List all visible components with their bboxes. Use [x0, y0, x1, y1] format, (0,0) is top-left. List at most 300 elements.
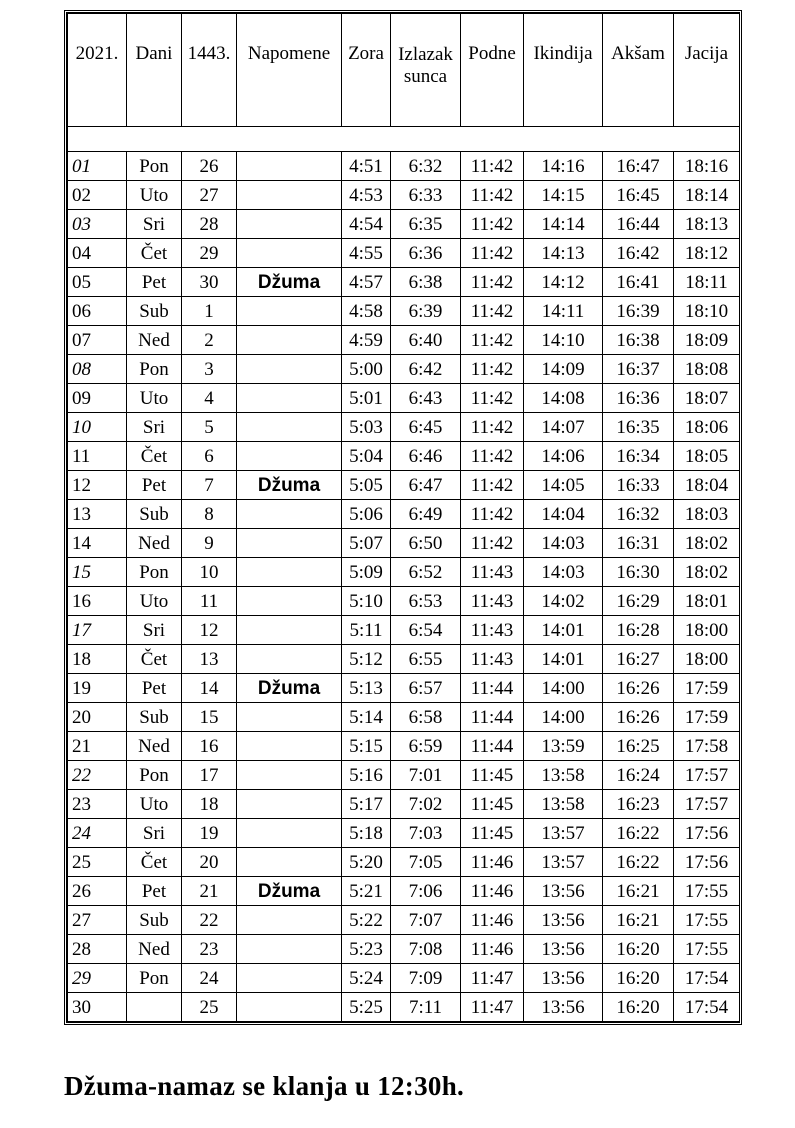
cell-aksam: 16:27 — [603, 645, 674, 674]
cell-podne: 11:44 — [461, 732, 524, 761]
cell-day: Pon — [127, 558, 182, 587]
cell-note — [237, 732, 342, 761]
cell-date: 14 — [68, 529, 127, 558]
cell-day: Sub — [127, 297, 182, 326]
cell-zora: 5:14 — [342, 703, 391, 732]
cell-podne: 11:43 — [461, 558, 524, 587]
cell-podne: 11:42 — [461, 355, 524, 384]
cell-day: Uto — [127, 790, 182, 819]
cell-ikindija: 13:58 — [524, 790, 603, 819]
cell-sunrise: 6:58 — [391, 703, 461, 732]
cell-jacija: 18:16 — [674, 152, 740, 181]
cell-day: Pon — [127, 964, 182, 993]
cell-ikindija: 13:56 — [524, 877, 603, 906]
cell-ikindija: 14:03 — [524, 558, 603, 587]
cell-ikindija: 14:12 — [524, 268, 603, 297]
cell-jacija: 18:08 — [674, 355, 740, 384]
cell-jacija: 17:57 — [674, 790, 740, 819]
table-row — [68, 935, 740, 964]
cell-jacija: 18:01 — [674, 587, 740, 616]
cell-aksam: 16:45 — [603, 181, 674, 210]
cell-date: 16 — [68, 587, 127, 616]
cell-day: Ned — [127, 326, 182, 355]
table-row — [68, 674, 740, 703]
cell-day: Sub — [127, 703, 182, 732]
cell-jacija: 18:13 — [674, 210, 740, 239]
cell-podne: 11:46 — [461, 877, 524, 906]
cell-sunrise: 7:08 — [391, 935, 461, 964]
cell-jacija: 18:04 — [674, 471, 740, 500]
cell-day: Sri — [127, 210, 182, 239]
cell-ikindija: 13:56 — [524, 906, 603, 935]
cell-podne: 11:42 — [461, 210, 524, 239]
cell-date: 10 — [68, 413, 127, 442]
cell-podne: 11:42 — [461, 500, 524, 529]
cell-sunrise: 7:07 — [391, 906, 461, 935]
cell-date: 04 — [68, 239, 127, 268]
cell-aksam: 16:42 — [603, 239, 674, 268]
cell-ikindija: 14:00 — [524, 703, 603, 732]
cell-sunrise: 6:40 — [391, 326, 461, 355]
cell-ikindija: 14:03 — [524, 529, 603, 558]
cell-note — [237, 413, 342, 442]
cell-hijri: 2 — [182, 326, 237, 355]
cell-note — [237, 355, 342, 384]
cell-aksam: 16:25 — [603, 732, 674, 761]
cell-hijri: 13 — [182, 645, 237, 674]
cell-day: Sri — [127, 819, 182, 848]
cell-zora: 5:23 — [342, 935, 391, 964]
cell-date: 25 — [68, 848, 127, 877]
cell-podne: 11:42 — [461, 413, 524, 442]
cell-zora: 5:10 — [342, 587, 391, 616]
cell-note: Džuma — [237, 268, 342, 297]
cell-note — [237, 326, 342, 355]
cell-jacija: 17:54 — [674, 964, 740, 993]
table-row — [68, 210, 740, 239]
cell-date: 06 — [68, 297, 127, 326]
cell-date: 13 — [68, 500, 127, 529]
cell-day — [127, 993, 182, 1022]
cell-jacija: 18:00 — [674, 616, 740, 645]
cell-hijri: 18 — [182, 790, 237, 819]
cell-zora: 5:15 — [342, 732, 391, 761]
cell-podne: 11:45 — [461, 761, 524, 790]
cell-zora: 5:06 — [342, 500, 391, 529]
cell-date: 27 — [68, 906, 127, 935]
cell-podne: 11:42 — [461, 297, 524, 326]
cell-aksam: 16:47 — [603, 152, 674, 181]
cell-hijri: 1 — [182, 297, 237, 326]
cell-aksam: 16:26 — [603, 674, 674, 703]
table-row — [68, 442, 740, 471]
cell-sunrise: 7:01 — [391, 761, 461, 790]
cell-hijri: 30 — [182, 268, 237, 297]
cell-note — [237, 558, 342, 587]
cell-ikindija: 13:56 — [524, 964, 603, 993]
cell-aksam: 16:26 — [603, 703, 674, 732]
cell-aksam: 16:21 — [603, 877, 674, 906]
cell-podne: 11:42 — [461, 268, 524, 297]
cell-date: 26 — [68, 877, 127, 906]
cell-jacija: 18:02 — [674, 529, 740, 558]
cell-jacija: 17:54 — [674, 993, 740, 1022]
cell-zora: 4:53 — [342, 181, 391, 210]
cell-note — [237, 152, 342, 181]
cell-aksam: 16:32 — [603, 500, 674, 529]
header-jacija: Jacija — [674, 14, 740, 127]
cell-zora: 4:51 — [342, 152, 391, 181]
cell-jacija: 18:11 — [674, 268, 740, 297]
cell-hijri: 21 — [182, 877, 237, 906]
table-row — [68, 906, 740, 935]
cell-jacija: 18:06 — [674, 413, 740, 442]
table-body — [68, 152, 740, 1022]
cell-note: Džuma — [237, 877, 342, 906]
cell-zora: 4:57 — [342, 268, 391, 297]
spacer-cell — [68, 127, 740, 152]
cell-ikindija: 14:10 — [524, 326, 603, 355]
cell-ikindija: 13:57 — [524, 819, 603, 848]
cell-aksam: 16:22 — [603, 819, 674, 848]
prayer-times-table — [67, 13, 740, 1022]
cell-hijri: 22 — [182, 906, 237, 935]
header-hijri-year: 1443. — [182, 14, 237, 127]
cell-day: Ned — [127, 529, 182, 558]
cell-day: Pet — [127, 471, 182, 500]
table-row — [68, 355, 740, 384]
cell-zora: 4:55 — [342, 239, 391, 268]
cell-day: Čet — [127, 442, 182, 471]
cell-day: Čet — [127, 645, 182, 674]
cell-hijri: 20 — [182, 848, 237, 877]
cell-aksam: 16:39 — [603, 297, 674, 326]
cell-hijri: 6 — [182, 442, 237, 471]
cell-note — [237, 645, 342, 674]
cell-day: Pet — [127, 877, 182, 906]
cell-podne: 11:46 — [461, 848, 524, 877]
cell-jacija: 17:58 — [674, 732, 740, 761]
cell-note — [237, 587, 342, 616]
cell-note — [237, 384, 342, 413]
cell-hijri: 4 — [182, 384, 237, 413]
cell-hijri: 8 — [182, 500, 237, 529]
cell-note — [237, 935, 342, 964]
cell-zora: 5:07 — [342, 529, 391, 558]
cell-sunrise: 6:55 — [391, 645, 461, 674]
cell-zora: 5:25 — [342, 993, 391, 1022]
cell-aksam: 16:30 — [603, 558, 674, 587]
cell-sunrise: 6:35 — [391, 210, 461, 239]
table-row — [68, 558, 740, 587]
cell-zora: 5:21 — [342, 877, 391, 906]
cell-aksam: 16:29 — [603, 587, 674, 616]
cell-hijri: 9 — [182, 529, 237, 558]
cell-zora: 4:54 — [342, 210, 391, 239]
cell-ikindija: 14:07 — [524, 413, 603, 442]
cell-zora: 5:09 — [342, 558, 391, 587]
header-day: Dani — [127, 14, 182, 127]
cell-hijri: 15 — [182, 703, 237, 732]
cell-zora: 5:01 — [342, 384, 391, 413]
cell-sunrise: 7:06 — [391, 877, 461, 906]
cell-jacija: 18:12 — [674, 239, 740, 268]
cell-note — [237, 210, 342, 239]
cell-day: Sub — [127, 906, 182, 935]
cell-sunrise: 7:05 — [391, 848, 461, 877]
cell-sunrise: 6:46 — [391, 442, 461, 471]
cell-ikindija: 14:15 — [524, 181, 603, 210]
table-row — [68, 471, 740, 500]
cell-zora: 5:16 — [342, 761, 391, 790]
cell-podne: 11:43 — [461, 616, 524, 645]
cell-hijri: 19 — [182, 819, 237, 848]
table-row — [68, 761, 740, 790]
table-row — [68, 790, 740, 819]
cell-ikindija: 13:59 — [524, 732, 603, 761]
cell-hijri: 29 — [182, 239, 237, 268]
cell-sunrise: 6:50 — [391, 529, 461, 558]
cell-note — [237, 181, 342, 210]
table-row — [68, 877, 740, 906]
header-row — [68, 14, 740, 127]
cell-podne: 11:43 — [461, 587, 524, 616]
cell-sunrise: 6:45 — [391, 413, 461, 442]
cell-ikindija: 14:14 — [524, 210, 603, 239]
cell-sunrise: 7:02 — [391, 790, 461, 819]
cell-note — [237, 239, 342, 268]
cell-ikindija: 14:05 — [524, 471, 603, 500]
cell-jacija: 18:00 — [674, 645, 740, 674]
cell-zora: 5:05 — [342, 471, 391, 500]
cell-date: 12 — [68, 471, 127, 500]
cell-zora: 5:00 — [342, 355, 391, 384]
cell-date: 28 — [68, 935, 127, 964]
cell-date: 24 — [68, 819, 127, 848]
cell-podne: 11:42 — [461, 181, 524, 210]
cell-zora: 5:03 — [342, 413, 391, 442]
cell-day: Uto — [127, 384, 182, 413]
cell-sunrise: 6:54 — [391, 616, 461, 645]
cell-date: 23 — [68, 790, 127, 819]
cell-ikindija: 14:08 — [524, 384, 603, 413]
table-row — [68, 645, 740, 674]
header-zora: Zora — [342, 14, 391, 127]
header-year: 2021. — [68, 14, 127, 127]
table-row — [68, 848, 740, 877]
cell-podne: 11:47 — [461, 993, 524, 1022]
cell-sunrise: 7:11 — [391, 993, 461, 1022]
header-podne: Podne — [461, 14, 524, 127]
cell-sunrise: 6:49 — [391, 500, 461, 529]
cell-ikindija: 14:04 — [524, 500, 603, 529]
cell-day: Ned — [127, 935, 182, 964]
cell-note — [237, 500, 342, 529]
cell-ikindija: 14:00 — [524, 674, 603, 703]
cell-aksam: 16:33 — [603, 471, 674, 500]
cell-zora: 5:22 — [342, 906, 391, 935]
cell-date: 30 — [68, 993, 127, 1022]
cell-jacija: 17:55 — [674, 906, 740, 935]
header-sunrise: Izlazak sunca — [391, 14, 461, 127]
cell-podne: 11:42 — [461, 442, 524, 471]
cell-podne: 11:44 — [461, 674, 524, 703]
table-row — [68, 326, 740, 355]
cell-note — [237, 703, 342, 732]
cell-aksam: 16:22 — [603, 848, 674, 877]
cell-sunrise: 7:03 — [391, 819, 461, 848]
cell-zora: 5:12 — [342, 645, 391, 674]
table-row — [68, 413, 740, 442]
table-row — [68, 297, 740, 326]
cell-note — [237, 906, 342, 935]
cell-podne: 11:45 — [461, 790, 524, 819]
cell-date: 08 — [68, 355, 127, 384]
cell-day: Pon — [127, 355, 182, 384]
table-row — [68, 152, 740, 181]
cell-date: 01 — [68, 152, 127, 181]
cell-aksam: 16:20 — [603, 964, 674, 993]
cell-aksam: 16:34 — [603, 442, 674, 471]
cell-day: Čet — [127, 848, 182, 877]
cell-aksam: 16:28 — [603, 616, 674, 645]
cell-day: Sri — [127, 413, 182, 442]
cell-aksam: 16:31 — [603, 529, 674, 558]
cell-note — [237, 529, 342, 558]
cell-note — [237, 993, 342, 1022]
cell-ikindija: 14:16 — [524, 152, 603, 181]
cell-ikindija: 14:11 — [524, 297, 603, 326]
cell-ikindija: 14:02 — [524, 587, 603, 616]
cell-ikindija: 14:06 — [524, 442, 603, 471]
cell-aksam: 16:21 — [603, 906, 674, 935]
cell-day: Čet — [127, 239, 182, 268]
header-ikindija: Ikindija — [524, 14, 603, 127]
cell-jacija: 17:55 — [674, 877, 740, 906]
cell-jacija: 18:02 — [674, 558, 740, 587]
table-row — [68, 587, 740, 616]
cell-zora: 4:59 — [342, 326, 391, 355]
cell-sunrise: 6:39 — [391, 297, 461, 326]
cell-sunrise: 6:33 — [391, 181, 461, 210]
cell-hijri: 12 — [182, 616, 237, 645]
cell-jacija: 18:05 — [674, 442, 740, 471]
cell-date: 03 — [68, 210, 127, 239]
cell-aksam: 16:20 — [603, 935, 674, 964]
cell-sunrise: 6:47 — [391, 471, 461, 500]
cell-podne: 11:45 — [461, 819, 524, 848]
cell-zora: 5:18 — [342, 819, 391, 848]
cell-day: Uto — [127, 587, 182, 616]
cell-ikindija: 14:13 — [524, 239, 603, 268]
cell-podne: 11:43 — [461, 645, 524, 674]
cell-hijri: 11 — [182, 587, 237, 616]
cell-day: Pet — [127, 268, 182, 297]
cell-note — [237, 442, 342, 471]
cell-day: Sub — [127, 500, 182, 529]
table-row — [68, 268, 740, 297]
cell-zora: 5:20 — [342, 848, 391, 877]
cell-hijri: 28 — [182, 210, 237, 239]
cell-day: Uto — [127, 181, 182, 210]
footer-note: Džuma-namaz se klanja u 12:30h. — [64, 1071, 465, 1101]
cell-aksam: 16:35 — [603, 413, 674, 442]
cell-jacija: 18:09 — [674, 326, 740, 355]
cell-date: 22 — [68, 761, 127, 790]
cell-ikindija: 13:56 — [524, 993, 603, 1022]
cell-hijri: 14 — [182, 674, 237, 703]
cell-ikindija: 14:01 — [524, 645, 603, 674]
cell-ikindija: 14:01 — [524, 616, 603, 645]
table-row — [68, 500, 740, 529]
cell-podne: 11:42 — [461, 471, 524, 500]
table-row — [68, 384, 740, 413]
cell-date: 21 — [68, 732, 127, 761]
cell-date: 09 — [68, 384, 127, 413]
cell-hijri: 17 — [182, 761, 237, 790]
cell-jacija: 18:07 — [674, 384, 740, 413]
cell-note — [237, 790, 342, 819]
table-row — [68, 239, 740, 268]
cell-sunrise: 6:57 — [391, 674, 461, 703]
cell-aksam: 16:23 — [603, 790, 674, 819]
cell-zora: 4:58 — [342, 297, 391, 326]
cell-note — [237, 761, 342, 790]
header-notes: Napomene — [237, 14, 342, 127]
cell-jacija: 17:56 — [674, 819, 740, 848]
table-row — [68, 703, 740, 732]
cell-day: Pon — [127, 152, 182, 181]
cell-sunrise: 6:36 — [391, 239, 461, 268]
cell-jacija: 18:03 — [674, 500, 740, 529]
table-row — [68, 181, 740, 210]
cell-jacija: 17:56 — [674, 848, 740, 877]
cell-date: 18 — [68, 645, 127, 674]
cell-jacija: 18:14 — [674, 181, 740, 210]
cell-hijri: 26 — [182, 152, 237, 181]
cell-note — [237, 297, 342, 326]
cell-aksam: 16:38 — [603, 326, 674, 355]
cell-date: 19 — [68, 674, 127, 703]
cell-hijri: 25 — [182, 993, 237, 1022]
cell-note — [237, 848, 342, 877]
cell-zora: 5:13 — [342, 674, 391, 703]
table-row — [68, 616, 740, 645]
cell-note: Džuma — [237, 674, 342, 703]
cell-day: Sri — [127, 616, 182, 645]
cell-sunrise: 6:42 — [391, 355, 461, 384]
cell-date: 17 — [68, 616, 127, 645]
cell-sunrise: 6:59 — [391, 732, 461, 761]
cell-hijri: 23 — [182, 935, 237, 964]
cell-hijri: 3 — [182, 355, 237, 384]
cell-ikindija: 13:56 — [524, 935, 603, 964]
cell-date: 11 — [68, 442, 127, 471]
cell-date: 15 — [68, 558, 127, 587]
cell-zora: 5:17 — [342, 790, 391, 819]
cell-podne: 11:46 — [461, 935, 524, 964]
cell-podne: 11:42 — [461, 384, 524, 413]
cell-day: Ned — [127, 732, 182, 761]
cell-jacija: 17:59 — [674, 674, 740, 703]
cell-hijri: 5 — [182, 413, 237, 442]
table-row — [68, 732, 740, 761]
cell-sunrise: 6:52 — [391, 558, 461, 587]
cell-podne: 11:42 — [461, 326, 524, 355]
cell-podne: 11:47 — [461, 964, 524, 993]
cell-date: 02 — [68, 181, 127, 210]
cell-ikindija: 13:58 — [524, 761, 603, 790]
